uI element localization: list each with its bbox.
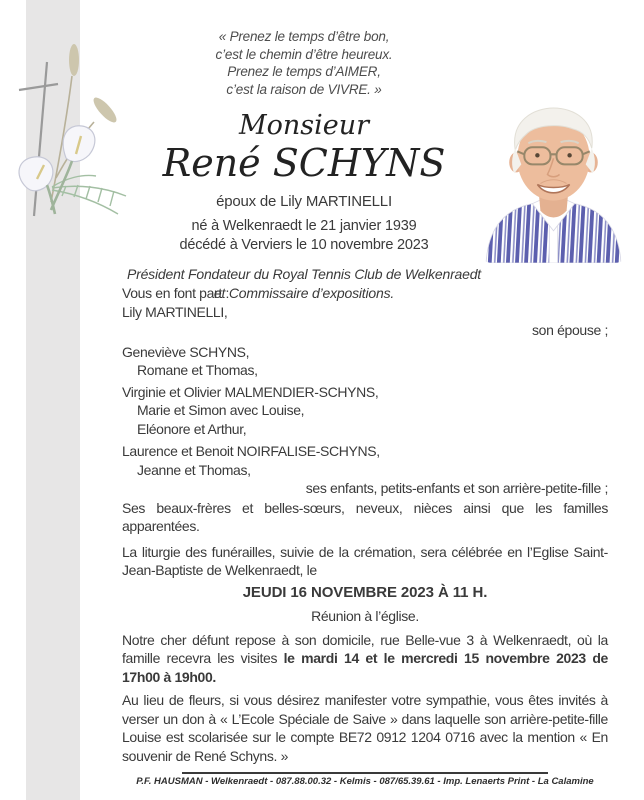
family-relation-label: son épouse ; xyxy=(532,322,608,338)
wheat-icon xyxy=(51,44,120,202)
family-group-spouse xyxy=(122,303,608,340)
footer xyxy=(122,772,608,787)
family-member-line: Virginie et Olivier MALMENDIER-SCHYNS, xyxy=(122,383,379,400)
ceremony-datetime: JEUDI 16 NOVEMBRE 2023 À 11 H. xyxy=(242,583,488,601)
paragraph-inlaws: Ses beaux-frères et belles-sœurs, neveux, nièces ainsi que les familles apparentées. xyxy=(122,499,608,534)
family-member-line: Jeanne et Thomas, xyxy=(137,461,251,478)
quote-line: c’est la raison de VIVRE. » xyxy=(226,81,382,97)
footer-divider xyxy=(182,772,548,774)
announcement-body xyxy=(122,284,608,765)
family-group-3 xyxy=(122,442,608,498)
birth-line: né à Welkenraedt le 21 janvier 1939 xyxy=(191,218,417,234)
deceased-portrait-photo xyxy=(478,104,629,263)
life-dates xyxy=(118,217,490,254)
reunion-note: Réunion à l’église. xyxy=(311,608,419,624)
role-line: et Commissaire d’expositions. xyxy=(213,284,395,301)
quote-line: c’est le chemin d’être heureux. xyxy=(215,46,393,62)
announcement-intro: Vous en font part : xyxy=(122,285,229,301)
family-member-line: Eléonore et Arthur, xyxy=(137,420,247,437)
death-line: décédé à Verviers le 10 novembre 2023 xyxy=(179,236,429,253)
deceased-name: René SCHYNS xyxy=(162,141,446,185)
memorial-quote xyxy=(118,28,490,98)
spouse-line: époux de Lily MARTINELLI xyxy=(216,193,392,210)
family-group-2 xyxy=(122,383,608,439)
family-group-1 xyxy=(122,343,608,380)
paragraph-donation: Au lieu de fleurs, si vous désirez manifester votre sympathie, vous êtes invités à verser un don à « L’Ecole Spéciale de Saive » dans laquelle son arrière-petite-fille Louise est scolarisée sur le compte BE72 0912 1204 0716 avec la mention « En souvenir de René Schyns. » xyxy=(122,692,608,764)
quote-line: « Prenez le temps d’être bon, xyxy=(218,29,390,44)
visits-regular-text: Notre cher défunt repose à son domicile, rue Belle-vue 3 à Welkenraedt, où la famille recevra les visites xyxy=(122,631,608,666)
role-line: Président Fondateur du Royal Tennis Club de Welkenraedt xyxy=(127,266,481,282)
family-member-line: Lily MARTINELLI, xyxy=(122,303,228,320)
funeral-home-footer: P.F. HAUSMAN - Welkenraedt - 087.88.00.32 - Kelmis - 087/65.39.61 - Imp. Lenaerts Print - La Calamine xyxy=(136,776,594,787)
paragraph-visits xyxy=(122,631,608,687)
header-block xyxy=(118,28,490,302)
family-member-line: Geneviève SCHYNS, xyxy=(122,343,250,360)
deceased-title: Monsieur xyxy=(238,110,370,141)
family-member-line: Laurence et Benoit NOIRFALISE-SCHYNS, xyxy=(122,443,380,459)
family-member-line: Marie et Simon avec Louise, xyxy=(137,402,305,418)
quote-line: Prenez le temps d’AIMER, xyxy=(227,64,381,79)
family-relation-label: ses enfants, petits-enfants et son arrière-petite-fille ; xyxy=(305,480,608,496)
paragraph-liturgy: La liturgie des funérailles, suivie de la crémation, sera célébrée en l’Eglise Saint-Jean-Baptiste de Welkenraedt, le xyxy=(122,543,608,578)
family-member-line: Romane et Thomas, xyxy=(137,362,258,378)
visits-bold-dates: le mardi 14 et le mercredi 15 novembre 2023 de 17h00 à 19h00. xyxy=(122,650,608,685)
portrait-illustration xyxy=(478,104,629,263)
